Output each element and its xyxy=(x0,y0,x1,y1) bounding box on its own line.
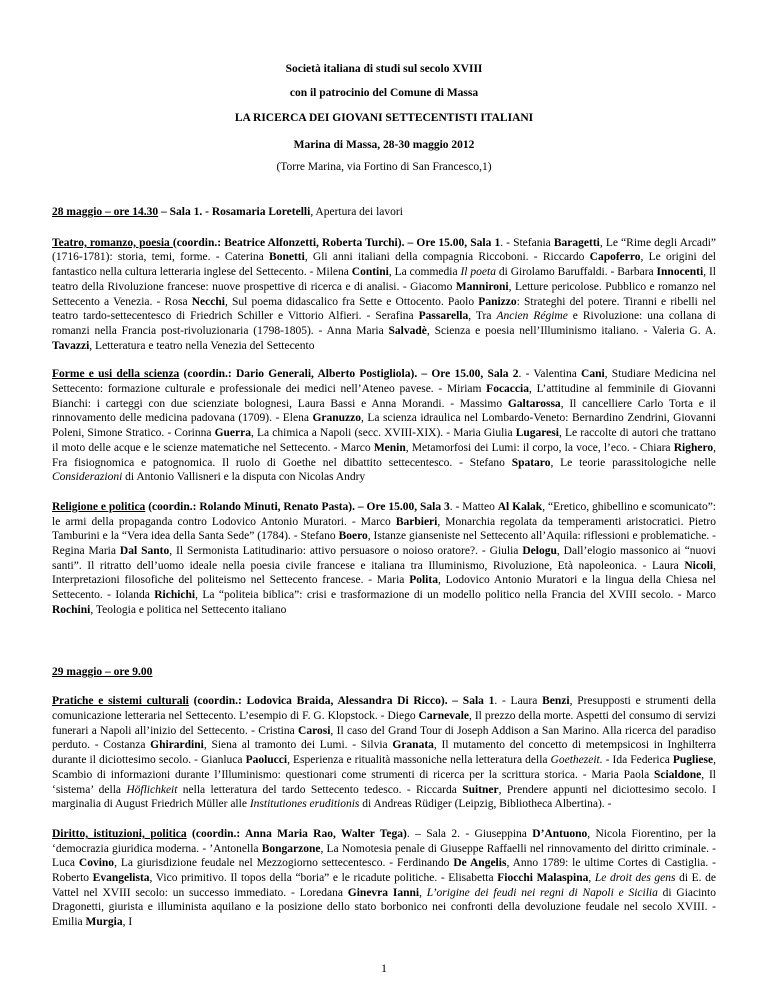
talk-text: : Strateghi del potere. Tiranni e ribelli nel teatro tardo-settecentesco di Friedrich Schiller e Vittorio Alfieri. - Serafina xyxy=(52,295,716,323)
speaker-name: Murgia xyxy=(85,916,123,929)
talk-text: , Vico primitivo. Il topos della “boria” e le ricadute politiche. - Elisabetta xyxy=(149,872,498,885)
speaker-name: Galtarossa xyxy=(507,397,561,410)
talk-text: di Girolamo Baruffaldi. - Barbara xyxy=(495,266,657,279)
speaker-name: Righero xyxy=(673,441,714,454)
session-title: Diritto, istituzioni, politica xyxy=(52,827,187,840)
speaker-name: Focaccia xyxy=(486,383,529,396)
talk-text: , Il caso del Grand Tour di Joseph Addison a San Marino. Alla ricerca del paradiso perduto. - Costanza xyxy=(52,724,716,752)
speaker-name: Granata xyxy=(392,739,434,752)
speaker-name: Cani xyxy=(581,368,605,381)
talk-text: , Il mutamento del concetto di metempsicosi in Inghilterra durante il diciottesimo secolo. - Gianluca xyxy=(52,739,716,767)
speaker-name: Barbieri xyxy=(395,515,438,528)
session-coord: (coordin.: Beatrice Alfonzetti, Roberta Turchi). – Ore 15.00, Sala 1 xyxy=(172,236,501,249)
speaker-name: Dal Santo xyxy=(119,545,170,558)
talk-text: , La scienza idraulica nel Lombardo-Veneto: Bernardino Zendrini, Giovanni Poleni, Simone Stratico. - Corinna xyxy=(52,412,716,440)
speaker-name: Baragetti xyxy=(553,236,600,249)
speaker-name: Innocenti xyxy=(656,266,704,279)
italic-title: Le droit des gens xyxy=(594,872,676,885)
speaker-name: Ginevra Ianni xyxy=(347,886,420,899)
speaker-name: De Angelis xyxy=(453,857,507,870)
talk-text: , Dall’elogio massonico ai “nuovi santi”. Il ritratto dell’uomo ideale nella poesia civile francese e italiana tra Illuminismo, Rivoluzione, Età napoleonica. - Laura xyxy=(52,545,716,572)
speaker-name: Benzi xyxy=(542,695,570,708)
day1-heading: 28 maggio – ore 14.30 xyxy=(52,206,159,218)
speaker-name: Delogu xyxy=(522,545,557,558)
day2-heading: 29 maggio – ore 9.00 xyxy=(52,665,153,678)
talk-text: , Esperienza e ritualità massoniche nella letteratura della xyxy=(287,754,551,767)
talk-text: , Il prezzo della morte. Aspetti del consumo di servizi funerari a Napoli all’inizio del Settecento. - Cristina xyxy=(52,709,716,737)
speaker-name: Necchi xyxy=(191,295,225,308)
speaker-name: – Sala 1. - xyxy=(158,206,212,218)
talk-text: di Giacinto Dragonetti, giurista e illuminista aquilano e la posizione dello stato borbonico nei confronti della devoluzione feudale nel secolo XVIII. - Emilia xyxy=(52,886,717,929)
session-coord: (coordin.: Rolando Minuti, Renato Pasta). – Ore 15.00, Sala 3 xyxy=(145,500,450,513)
session-pratiche xyxy=(52,694,716,812)
patronage-line: con il patrocinio del Comune di Massa xyxy=(289,87,479,99)
speaker-name: Mannironi xyxy=(455,280,509,293)
talk-text: , I xyxy=(122,916,133,929)
talk-text: , Sul poema didascalico fra Sette e Ottocento. Paolo xyxy=(224,295,479,308)
speaker-name: Granuzzo xyxy=(312,412,362,425)
speaker-name: Scialdone xyxy=(653,768,702,781)
talk-text: , Il cancelliere Carlo Torta e il rinnovamento delle medicina padovana (1709). - Elena xyxy=(52,397,716,425)
talk-text: , La giurisdizione feudale nel Mezzogiorno settecentesco. - Ferdinando xyxy=(114,857,454,870)
speaker-name: Nicoli xyxy=(684,559,714,572)
talk-text: , Le origini del fantastico nella cultura letteraria inglese del Settecento. - Milena xyxy=(52,251,716,279)
talk-text: , Scienza e poesia nell’Illuminismo italiano. - Valeria G. A. xyxy=(426,324,716,337)
talk-text: , Gli anni italiani della compagnia Riccoboni. - Riccardo xyxy=(304,251,590,264)
session-coord: (coordin.: Lodovica Braida, Alessandra Di Ricco). – Sala 1 xyxy=(188,695,495,708)
session-religione xyxy=(52,500,716,618)
italic-title: Il poeta xyxy=(460,266,496,279)
talk-text: , La “politeia biblica”: crisi e trasformazione di un modello politico nella Francia del XVIII secolo. - Marco xyxy=(195,589,716,602)
session-teatro xyxy=(52,236,716,354)
speaker-name: Paolucci xyxy=(245,754,288,767)
talk-text: , Siena al tramonto dei Lumi. - Silvia xyxy=(203,739,393,752)
talk-text: , Monarchia regolata da temperamenti aristocratici. Pietro Tamburini e la “Vera idea della Santa Sede” (1784). - Stefano xyxy=(52,515,716,543)
talk-text: , Apertura dei lavori xyxy=(310,206,403,218)
speaker-name: Capoferro xyxy=(589,251,641,264)
speaker-name: Ghirardini xyxy=(150,739,204,752)
speaker-name: Boero xyxy=(338,530,368,543)
conference-dates: Marina di Massa, 28-30 maggio 2012 xyxy=(293,139,475,151)
talk-text: . - Valentina xyxy=(518,368,582,381)
session-coord: (coordin.: Dario Generali, Alberto Postigliola). – Ore 15.00, Sala 2 xyxy=(179,368,519,381)
speaker-name: Spataro xyxy=(511,456,551,469)
talk-text: e Rivoluzione: una collana di romanzi nella Francia post-rivoluzionaria (1798-1805). - Anna Maria xyxy=(52,310,716,337)
talk-text: , Letture pericolose. Pubblico e romanzo nel Settecento a Venezia. - Rosa xyxy=(52,280,716,308)
talk-text: , L’attitudine al femminile di Giovanni Bianchi: i carteggi con due scienziate bolognesi, Laura Bassi e Anna Morandi. - Massimo xyxy=(52,383,716,410)
speaker-name: Salvadè xyxy=(388,324,427,337)
speaker-name: Evangelista xyxy=(92,872,150,885)
talk-text: , La chimica a Napoli (secc. XVIII-XIX). - Maria Giulia xyxy=(251,427,516,440)
speaker-name: Carosi xyxy=(298,724,331,737)
talk-text: , xyxy=(588,872,595,885)
day2-heading-line xyxy=(52,665,716,680)
italic-title: Höflichkeit xyxy=(126,783,178,796)
talk-text: , Il Sermonista Latitudinario: attivo persuasore o noioso oratore?. - Giulia xyxy=(169,545,523,558)
day1-opening xyxy=(52,205,716,220)
conference-title: LA RICERCA DEI GIOVANI SETTECENTISTI ITALIANI xyxy=(234,112,534,124)
italic-title: Ancien Régime xyxy=(496,310,568,323)
talk-text: , Letteratura e teatro nella Venezia del Settecento xyxy=(89,339,315,352)
talk-text: , La Nomotesia penale di Giuseppe Raffaelli nel rinnovamento del diritto criminale. - Luca xyxy=(52,842,716,870)
speaker-name: Tavazzi xyxy=(52,339,90,352)
speaker-name: Suitner xyxy=(462,783,499,796)
talk-text: , Metamorfosi dei Lumi: il corpo, la voce, l’eco. - Chiara xyxy=(405,441,674,454)
session-title: Teatro, romanzo, poesia xyxy=(52,236,173,249)
speaker-name: Carnevale xyxy=(418,709,469,722)
talk-text: di E. de Vattel nel XVIII secolo: un successo immediato. - Loredana xyxy=(52,872,717,899)
speaker-name: D’Antuono xyxy=(532,827,588,840)
session-coord: (coordin.: Anna Maria Rao, Walter Tega) xyxy=(186,827,407,840)
talk-text: . - Laura xyxy=(494,695,543,708)
talk-text: . – Sala 2. - xyxy=(406,827,475,840)
session-title: Pratiche e sistemi culturali xyxy=(52,695,189,708)
opener-name: Rosamaria Loretelli xyxy=(211,206,311,218)
talk-text: , Scambio di informazioni durante l’Illuminismo: questionari come strumenti di ricerca per la scrittura storica. - Maria Paola xyxy=(52,754,716,781)
talk-text: , Studiare Medicina nel Settecento: formazione culturale e professionale dei medici nell’Ateneo pavese. - Miriam xyxy=(52,368,716,396)
talk-text: , La commedia xyxy=(388,266,461,279)
speaker-name: Panizzo xyxy=(478,295,517,308)
speaker-name: Guerra xyxy=(214,427,251,440)
talk-text: di Andreas Rüdiger (Leipzig, Bibliotheca Albertina). - xyxy=(359,798,612,811)
speaker-name: Covino xyxy=(78,857,115,870)
session-title: Forme e usi della scienza xyxy=(52,368,180,381)
session-diritto xyxy=(52,827,716,930)
italic-title: L’origine dei feudi nei regni di Napoli e Sicilia xyxy=(426,886,658,899)
talk-text: , Istanze gianseniste nel Settecento all’Aquila: riflessioni e problematiche. - Regina Maria xyxy=(52,530,716,558)
session-scienza xyxy=(52,367,716,485)
talk-text: . - Stefania xyxy=(500,236,554,249)
talk-text: , “Eretico, ghibellino e scomunicato”: le armi della propaganda contro Lodovico Antonio Muratori. - Marco xyxy=(52,500,716,528)
speaker-name: Lugaresi xyxy=(515,427,559,440)
session-title: Religione e politica xyxy=(52,500,146,513)
talk-text: - Ida Federica xyxy=(602,754,673,767)
talk-text: . - Matteo xyxy=(449,500,498,513)
talk-text: , Teologia e politica nel Settecento italiano xyxy=(90,603,287,616)
conference-venue: (Torre Marina, via Fortino di San Francesco,1) xyxy=(276,161,492,173)
italic-title: Institutiones eruditionis xyxy=(249,798,360,811)
speaker-name: Polita xyxy=(409,574,438,587)
talk-text: , Le “Rime degli Arcadi” (1716-1781): storia, temi, forme. - Caterina xyxy=(52,236,717,264)
document-page xyxy=(52,0,716,930)
speaker-name: Al Kalak xyxy=(497,500,543,513)
talk-text: , Tra xyxy=(468,310,497,323)
italic-title: Goethezeit. xyxy=(550,754,603,767)
speaker-name: Bongarzone xyxy=(261,842,321,855)
talk-text: , Le raccolte di autori che trattano il moto delle acque e le scienze matematiche nel Settecento. - Marco xyxy=(52,427,716,454)
talk-text: , Presupposti e strumenti della comunicazione letteraria nel Settecento. L’esempio di F. G. Klopstock. - Diego xyxy=(52,695,716,722)
talk-text: , Fra fisiognomica e patognomica. Il ruolo di Goethe nel dibattito settecentesco. - Stefano xyxy=(52,441,716,469)
talk-text: , Anno 1789: le ultime Cortes di Castiglia. - Roberto xyxy=(52,857,717,885)
speaker-name: Menin xyxy=(373,441,406,454)
talk-text: , Il ‘sistema’ della xyxy=(52,768,716,796)
speaker-name: Pugliese xyxy=(672,754,714,767)
speaker-name: Contini xyxy=(351,266,389,279)
speaker-name: Passarella xyxy=(418,310,469,323)
page-number: 1 xyxy=(381,961,387,975)
talk-text: , Il teatro della Rivoluzione francese: nuove prospettive di ricerca e di analisi. - Giacomo xyxy=(52,266,717,293)
speaker-name: Bonetti xyxy=(269,251,305,264)
talk-text: , Interpretazioni filosofiche del politeismo nel Settecento francese. - Maria xyxy=(52,559,716,587)
talk-text: , xyxy=(419,886,427,899)
society-name: Società italiana di studi sul secolo XVIII xyxy=(285,63,483,75)
speaker-name: Richichi xyxy=(154,589,196,602)
italic-title: Considerazioni xyxy=(52,471,123,484)
talk-text: di Antonio Vallisneri e la disputa con Nicolas Andry xyxy=(122,471,366,484)
talk-text: , Prendere appunti nel diciottesimo secolo. I marginalia di August Friedrich Müller alle xyxy=(52,783,716,811)
talk-text: , Le teorie parassitologiche nelle xyxy=(550,456,716,469)
talk-text: , Nicola Fiorentino, per la ‘democrazia giuridica moderna. - ’Antonella xyxy=(52,827,716,855)
speaker-name: Fiocchi Malaspina xyxy=(497,872,589,885)
talk-text: Giuseppina xyxy=(474,827,533,840)
speaker-name: Rochini xyxy=(52,603,91,616)
talk-text: nella letteratura del tardo Settecento tedesco. - Riccarda xyxy=(177,783,463,796)
talk-text: , Lodovico Antonio Muratori e la lingua della Chiesa nel Settecento. - Iolanda xyxy=(52,574,716,602)
